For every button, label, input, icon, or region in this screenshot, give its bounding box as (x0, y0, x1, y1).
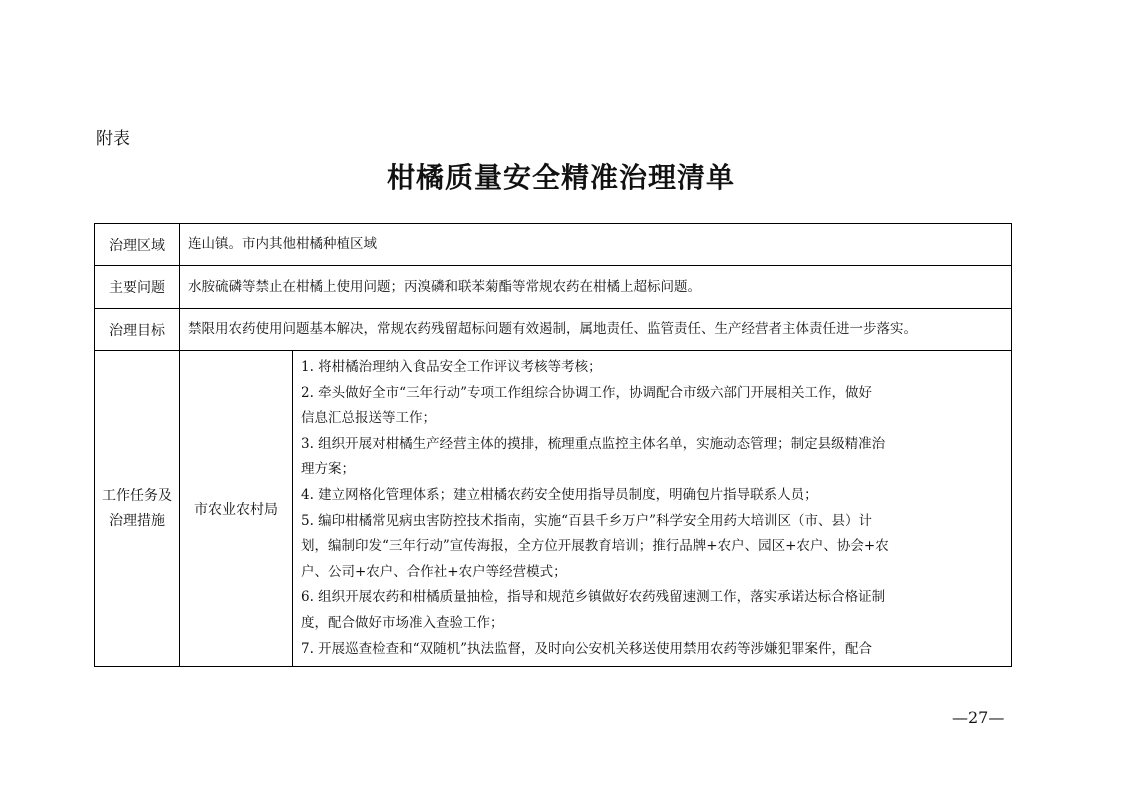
problems-value: 水胺硫磷等禁止在柑橘上使用问题；丙溴磷和联苯菊酯等常规农药在柑橘上超标问题。 (180, 266, 1012, 309)
department-name: 市农业农村局 (180, 351, 293, 667)
task-line: 理方案； (301, 461, 355, 478)
task-line: 户、公司+农户、合作社+农户等经营模式； (301, 563, 567, 580)
document-title: 柑橘质量安全精准治理清单 (386, 161, 735, 194)
table-row (95, 309, 1012, 351)
task-line: 划，编制印发“三年行动”宣传海报，全方位开展教育培训；推行品牌+农户、园区+农户、协会+农 (301, 538, 889, 555)
tasks-list (293, 351, 1012, 667)
task-line: 1. 将柑橘治理纳入食品安全工作评议考核等考核； (301, 359, 602, 375)
appendix-label: 附表 (96, 129, 130, 149)
task-line: 5. 编印柑橘常见病虫害防控技术指南，实施“百县千乡万户”科学安全用药大培训区（市、县）计 (301, 512, 872, 529)
region-value: 连山镇。市内其他柑橘种植区域 (180, 224, 1012, 266)
governance-table (94, 223, 1012, 667)
table-row (95, 224, 1012, 266)
tasks-label: 工作任务及治理措施 (95, 351, 180, 667)
region-label: 治理区域 (95, 224, 180, 266)
goals-label: 治理目标 (95, 309, 180, 351)
task-line: 4. 建立网格化管理体系；建立柑橘农药安全使用指导员制度，明确包片指导联系人员； (301, 486, 818, 503)
task-line: 7. 开展巡查检查和“双随机”执法监督，及时向公安机关移送使用禁用农药等涉嫌犯罪案件，配合 (301, 640, 872, 657)
table-row (95, 351, 1012, 667)
page-number: —27— (952, 708, 1005, 727)
goals-value: 禁限用农药使用问题基本解决，常规农药残留超标问题有效遏制，属地责任、监管责任、生产经营者主体责任进一步落实。 (180, 309, 1012, 351)
table-row (95, 266, 1012, 309)
task-line: 度，配合做好市场准入查验工作； (301, 614, 504, 631)
task-line: 6. 组织开展农药和柑橘质量抽检，指导和规范乡镇做好农药残留速测工作，落实承诺达标合格证制 (301, 589, 886, 606)
task-line: 信息汇总报送等工作； (301, 410, 436, 427)
problems-label: 主要问题 (95, 266, 180, 309)
task-line: 2. 牵头做好全市“三年行动”专项工作组综合协调工作，协调配合市级六部门开展相关工作，做好 (301, 384, 872, 401)
task-line: 3. 组织开展对柑橘生产经营主体的摸排，梳理重点监控主体名单，实施动态管理；制定县级精准治 (301, 435, 886, 452)
